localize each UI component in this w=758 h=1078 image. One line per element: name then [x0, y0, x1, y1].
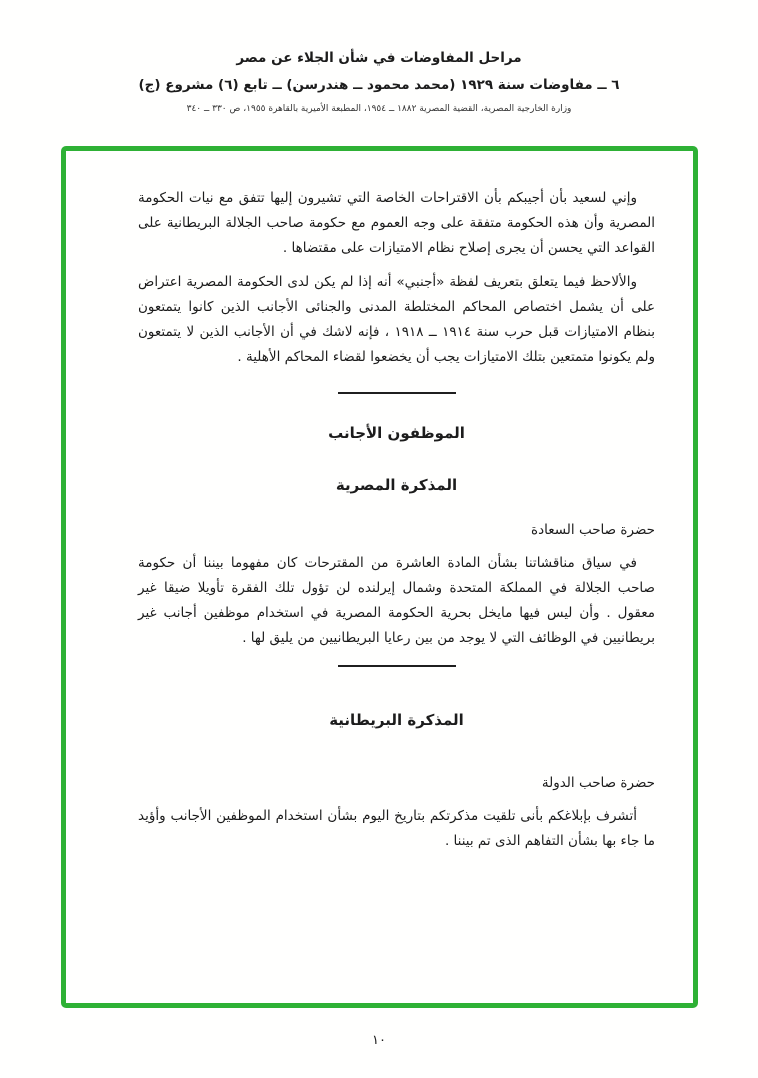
document-subtitle: ٦ ــ مفاوضات سنة ١٩٢٩ (محمد محمود ــ هندرسن) ــ تابع (٦) مشروع (ج)	[138, 77, 620, 93]
salutation-excellency: حضرة صاحب السعادة	[531, 522, 655, 538]
document-title: مراحل المفاوضات في شأن الجلاء عن مصر	[236, 50, 522, 66]
salutation-state-owner: حضرة صاحب الدولة	[541, 775, 655, 791]
paragraph-agreement: وإني لسعيد بأن أجيبكم بأن الاقتراحات الخاصة التي تشيرون إليها تتفق مع نيات الحكومة المصرية وأن هذه الحكومة متفقة على وجه العموم مع حكومة صاحب الجلالة البريطانية على القواعد التي يحسن أن يجرى إصلاح نظام الامتيازات على مقتضاها .	[138, 190, 655, 256]
page-number: ١٠	[372, 1033, 386, 1048]
paragraph-acknowledgement: أتشرف بإبلاغكم بأنى تلقيت مذكرتكم بتاريخ اليوم بشأن استخدام الموظفين الأجانب وأؤيد ما جاء بها بشأن التفاهم الذى تم بيننا .	[138, 808, 655, 849]
document-body	[138, 146, 655, 863]
heading-british-memo: المذكرة البريطانية	[329, 711, 464, 729]
page-header	[0, 50, 758, 114]
paragraph-foreigner-definition: والألاحظ فيما يتعلق بتعريف لفظة «أجنبي» أنه إذا لم يكن لدى الحكومة المصرية اعتراض على أن يشمل اختصاص المحاكم المختلطة المدنى والجنائى الأجانب الذين كانوا يتمتعون بنظام الامتيازات قبل حرب سنة ١٩١٤ ــ ١٩١٨ ، فإنه لاشك في أن الأجانب الذين لا يتمتعون ولم يكونوا متمتعين بتلك الامتيازات يجب أن يخضعوا لقضاء المحاكم الأهلية .	[138, 274, 656, 365]
heading-foreign-officials: الموظفون الأجانب	[328, 424, 465, 442]
paragraph-article-ten: في سياق مناقشاتنا بشأن المادة العاشرة من المقترحات كان مفهوما بيننا أن حكومة صاحب الجلالة في المملكة المتحدة وشمال إيرلنده لن تؤول تلك الفقرة تأويلا ضيقا غير معقول . وأن ليس فيها مايخل بحرية الحكومة المصرية في استخدام موظفين أجانب غير بريطانيين في الوظائف التي لا يوجد من بين رعايا البريطانيين من يليق لها .	[138, 555, 655, 646]
heading-egyptian-memo: المذكرة المصرية	[335, 476, 458, 494]
section-divider-1	[338, 392, 456, 394]
document-source-citation: وزارة الخارجية المصرية، القضية المصرية ١٨٨٢ ــ ١٩٥٤، المطبعة الأميرية بالقاهرة ١٩٥٥، ص ٣٣٠ ــ ٣٤٠	[186, 104, 572, 114]
section-divider-2	[338, 665, 456, 667]
